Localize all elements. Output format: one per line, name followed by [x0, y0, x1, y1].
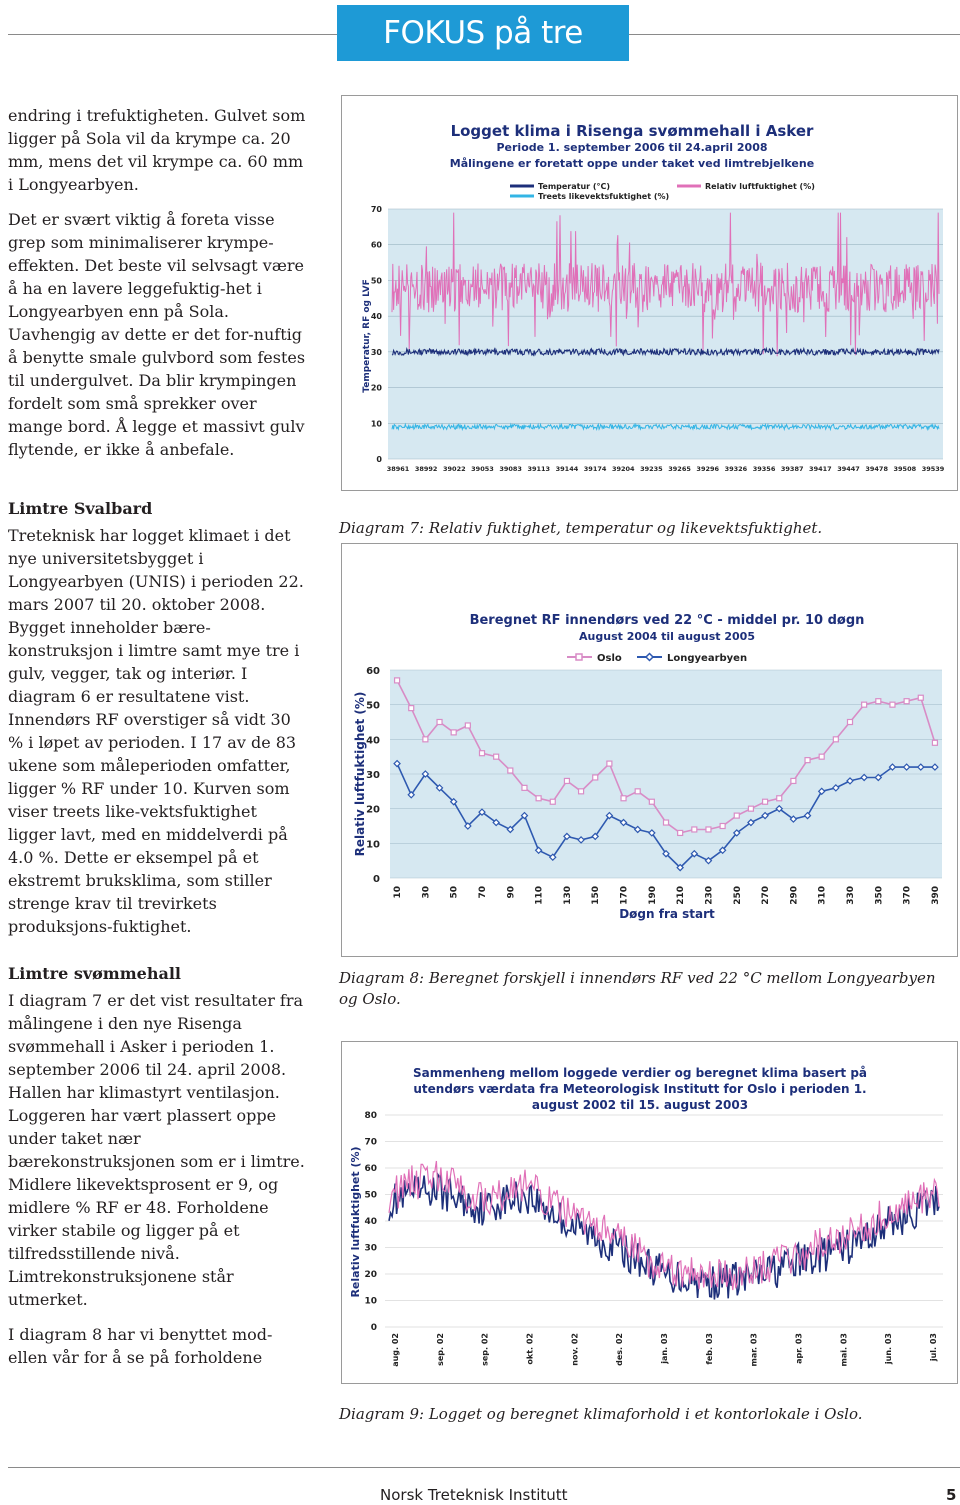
y-tick-label: 60 [364, 1164, 377, 1174]
data-point [833, 737, 838, 742]
x-tick-label: 38961 [386, 465, 410, 473]
y-tick-label: 50 [366, 700, 380, 712]
paragraph: I diagram 8 har vi benyttet mod-ellen vår for å se på forholdene [8, 1325, 273, 1367]
x-tick-label: 39387 [780, 465, 804, 473]
legend-label: Relativ luftfuktighet (%) [705, 182, 815, 191]
data-point [579, 789, 584, 794]
x-tick-label: jan. 03 [660, 1333, 669, 1364]
data-point [550, 799, 555, 804]
y-axis-label: Temperatur, RF og LVF [362, 279, 372, 393]
data-point [805, 758, 810, 763]
data-point [791, 778, 796, 783]
data-point [395, 678, 400, 683]
x-tick-label: mar. 03 [749, 1333, 759, 1367]
x-tick-label: sep. 02 [435, 1333, 445, 1366]
x-tick-label: 170 [619, 886, 630, 905]
y-tick-label: 20 [364, 1270, 377, 1280]
x-tick-label: 30 [421, 886, 432, 899]
x-tick-label: 39113 [527, 465, 551, 473]
x-tick-label: 110 [534, 886, 545, 905]
x-tick-label: 70 [478, 886, 488, 899]
x-tick-label: jul. 03 [929, 1333, 938, 1362]
paragraph: Treteknisk har logget klimaet i det nye universitetsbygget i Longyearbyen (UNIS) i perioden 22. mars 2007 til 20. oktober 2008. Bygget inneholder bære-konstruksjon i limtre samt mye tre i gulv, vegger, tak og interiør. I diagram 6 er resultatene vist. Innendørs RF overstiger så vidt 30 % i løpet av perioden. I 17 av de 83 ukene som måleperioden omfatter, ligger % RF under 10. Kurven som viser treets like-vektsfuktighet ligger lavt, med en middelverdi på 4.0 %. Dette er eksempel på et ekstremt bruksklima, som stiller strenge krav til trevirkets produksjons-fuktighet. [8, 526, 304, 936]
x-tick-label: 90 [506, 886, 517, 899]
x-tick-label: 290 [789, 886, 800, 905]
x-tick-label: 350 [874, 886, 885, 905]
caption-diagram-7: Diagram 7: Relativ fuktighet, temperatur og likevektsfuktighet. [339, 519, 823, 537]
y-tick-label: 10 [364, 1296, 377, 1307]
data-point [465, 723, 470, 728]
x-tick-label: 39053 [471, 465, 494, 473]
x-tick-label: des. 02 [615, 1333, 625, 1366]
x-tick-label: 39296 [696, 465, 720, 473]
data-point [678, 830, 683, 835]
x-tick-label: 10 [393, 886, 404, 899]
bottom-rule [8, 1467, 960, 1468]
x-tick-label: 190 [647, 886, 658, 905]
x-tick-label: 38992 [414, 465, 438, 473]
data-point [819, 754, 824, 759]
x-tick-label: 310 [817, 886, 828, 905]
x-tick-label: nov. 02 [570, 1333, 580, 1366]
diagram-8-frame [341, 543, 958, 957]
legend-label: Longyearbyen [667, 653, 748, 664]
y-tick-label: 0 [370, 1323, 377, 1333]
x-tick-label: 39478 [865, 465, 888, 473]
x-tick-label: 39144 [555, 465, 579, 473]
x-tick-label: 210 [676, 886, 687, 905]
data-point [451, 730, 456, 735]
left-text-column [8, 104, 308, 1369]
x-tick-label: 39417 [809, 465, 832, 473]
data-point [748, 806, 753, 811]
x-tick-label: 390 [930, 886, 941, 905]
y-tick-label: 50 [364, 1190, 377, 1201]
x-tick-label: 330 [846, 886, 856, 905]
y-tick-label: 30 [366, 770, 380, 781]
y-tick-label: 10 [370, 419, 382, 429]
caption-diagram-8: Diagram 8: Beregnet forskjell i innendørs RF ved 22 °C mellom Longyearbyen og Oslo. [339, 969, 936, 1008]
legend-label: Oslo [597, 653, 622, 664]
chart-subtitle: utendørs værdata fra Meteorologisk Institutt for Oslo i perioden 1. [413, 1082, 867, 1096]
data-point [763, 799, 768, 804]
diagram-8-chart [342, 544, 957, 956]
x-tick-label: jun. 03 [884, 1333, 894, 1365]
chart-subtitle: august 2002 til 15. august 2003 [531, 1098, 749, 1112]
diagram-9-frame [341, 1041, 958, 1384]
data-point [876, 699, 881, 704]
y-tick-label: 70 [370, 205, 382, 214]
section-banner: FOKUS på tre [337, 5, 629, 61]
x-tick-label: 39356 [752, 465, 776, 473]
x-tick-label: 39235 [640, 465, 663, 473]
y-tick-label: 80 [364, 1111, 377, 1121]
data-point [508, 768, 513, 773]
y-tick-label: 60 [366, 666, 380, 677]
chart-subtitle: Periode 1. september 2006 til 24.april 2008 [496, 141, 768, 154]
data-point [918, 695, 923, 700]
data-point [593, 775, 598, 780]
x-tick-label: 39083 [499, 465, 522, 473]
diagram-7-frame [341, 95, 958, 491]
data-point [692, 827, 697, 832]
x-tick-label: 150 [591, 886, 602, 905]
y-tick-label: 0 [373, 874, 380, 885]
x-tick-label: 270 [761, 886, 772, 905]
data-point [890, 702, 895, 707]
legend-marker-longyearbyen [646, 654, 653, 661]
data-point [649, 799, 654, 804]
data-point [409, 706, 414, 711]
x-tick-label: 250 [732, 886, 743, 905]
data-point [664, 820, 669, 825]
x-tick-label: okt. 02 [525, 1333, 535, 1365]
x-tick-label: 39447 [837, 465, 860, 473]
chart-title: Beregnet RF innendørs ved 22 °C - middel pr. 10 døgn [469, 613, 865, 628]
x-tick-label: 39204 [611, 465, 635, 473]
x-tick-label: 39508 [893, 465, 917, 473]
x-tick-label: sep. 02 [480, 1333, 490, 1366]
legend-marker-oslo [576, 654, 582, 660]
y-tick-label: 30 [364, 1243, 377, 1254]
data-point [621, 796, 626, 801]
chart-title: Logget klima i Risenga svømmehall i Asker [450, 122, 814, 140]
data-point [437, 720, 442, 725]
x-tick-label: apr. 03 [794, 1333, 804, 1364]
data-point [635, 789, 640, 794]
x-tick-label: 39174 [583, 465, 607, 473]
legend-label: Temperatur (°C) [538, 182, 611, 191]
data-point [494, 754, 499, 759]
section-heading: Limtre Svalbard [8, 499, 153, 518]
chart-subtitle: Målingene er foretatt oppe under taket ved limtrebjelkene [449, 157, 815, 170]
y-tick-label: 40 [366, 735, 380, 747]
x-tick-label: 50 [449, 886, 460, 899]
data-point [848, 720, 853, 725]
y-tick-label: 30 [370, 347, 382, 357]
y-tick-label: 70 [364, 1137, 377, 1148]
data-point [904, 699, 909, 704]
y-tick-label: 20 [370, 383, 382, 393]
x-tick-label: 39022 [443, 465, 466, 473]
chart-subtitle: August 2004 til august 2005 [579, 630, 755, 643]
y-tick-label: 10 [366, 839, 380, 851]
section-heading: Limtre svømmehall [8, 964, 181, 983]
x-tick-label: 370 [902, 886, 913, 905]
legend-label: Treets likevektsfuktighet (%) [538, 192, 670, 201]
data-point [777, 796, 782, 801]
x-tick-label: 39265 [668, 465, 691, 473]
paragraph: Det er svært viktig å foreta visse grep som minimaliserer krympe-effekten. Det beste vil selvsagt være å ha en lavere leggefuktig-het i Longyearbyen enn på Sola. Uavhengig av dette er det for-nuftig å benytte smale gulvbord som festes til undergulvet. Da blir krympingen fordelt som små sprekker over mange bord. Å legge et massivt gulv flytende, er ikke å anbefale. [8, 210, 306, 459]
footer-institute: Norsk Treteknisk Institutt [380, 1486, 568, 1504]
data-point [607, 761, 612, 766]
x-tick-label: feb. 03 [704, 1333, 714, 1365]
paragraph: I diagram 7 er det vist resultater fra målingene i den nye Risenga svømmehall i Asker i perioden 1. september 2006 til 24. april 2008. Hallen har klimastyrt ventilasjon. Loggeren har vært plassert oppe under taket nær bærekonstruksjonen som er i limtre. Midlere likevektsprosent er 9, og midlere % RF er 48. Forholdene virker stabile og ligger på et tilfredsstillende nivå. Limtrekonstruksjonene står utmerket. [8, 991, 305, 1309]
y-tick-label: 40 [364, 1217, 377, 1227]
caption-diagram-9: Diagram 9: Logget og beregnet klimaforhold i et kontorlokale i Oslo. [339, 1405, 863, 1423]
data-point [423, 737, 428, 742]
chart-title: Sammenheng mellom loggede verdier og beregnet klima basert på [412, 1066, 868, 1080]
data-point [720, 824, 725, 829]
paragraph: endring i trefuktigheten. Gulvet som ligger på Sola vil da krympe ca. 20 mm, mens det vil krympe ca. 60 mm i Longyearbyen. [8, 106, 306, 194]
x-axis-label: Døgn fra start [619, 907, 715, 921]
diagram-7-chart [342, 96, 957, 490]
y-tick-label: 0 [376, 455, 382, 464]
y-axis-label: Relativ luftfuktighet (%) [349, 1146, 362, 1298]
y-tick-label: 50 [370, 276, 382, 286]
x-tick-label: 39539 [921, 465, 945, 473]
x-tick-label: aug. 02 [391, 1333, 400, 1367]
data-point [564, 778, 569, 783]
y-tick-label: 60 [370, 240, 382, 250]
x-tick-label: 39326 [724, 465, 748, 473]
x-tick-label: mai. 03 [839, 1333, 849, 1367]
x-tick-label: 230 [704, 886, 715, 905]
y-tick-label: 20 [366, 804, 380, 816]
page-number: 5 [946, 1486, 957, 1504]
data-point [536, 796, 541, 801]
data-point [522, 785, 527, 790]
data-point [862, 702, 867, 707]
x-tick-label: 130 [562, 886, 573, 905]
data-point [480, 751, 485, 756]
diagram-9-chart [342, 1042, 957, 1383]
data-point [734, 813, 739, 818]
data-point [932, 740, 937, 745]
y-axis-label: Relativ luftfuktighet (%) [353, 691, 367, 857]
data-point [706, 827, 711, 832]
y-tick-label: 40 [370, 312, 382, 322]
